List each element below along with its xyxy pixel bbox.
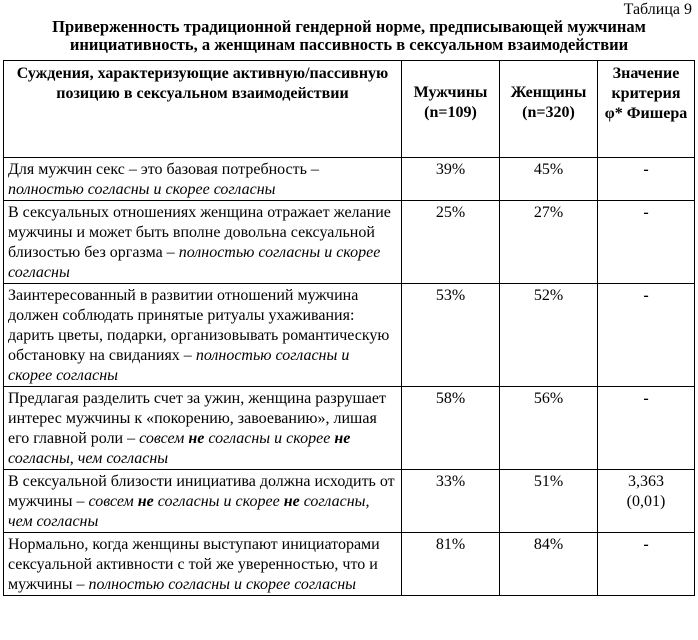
statement-note: полностью согласны и скорее согласны bbox=[8, 347, 350, 384]
note-part: согласны, чем согласны bbox=[8, 450, 169, 467]
note-emphasis: не bbox=[334, 430, 351, 447]
table-title bbox=[0, 18, 698, 54]
women-value: 84% bbox=[500, 533, 598, 596]
table-row bbox=[4, 387, 695, 470]
men-value: 53% bbox=[402, 284, 500, 387]
table-row bbox=[4, 158, 695, 201]
criterion-value: - bbox=[598, 158, 695, 201]
table-row bbox=[4, 533, 695, 596]
statement-cell bbox=[4, 533, 402, 596]
header-criterion: Значение критерия φ* Фишера bbox=[598, 61, 695, 158]
men-value: 39% bbox=[402, 158, 500, 201]
statement-note: полностью согласны и скорее согласны bbox=[88, 576, 356, 593]
header-row bbox=[4, 61, 695, 158]
note-emphasis: не bbox=[188, 430, 205, 447]
criterion-value: - bbox=[598, 533, 695, 596]
statement-text: Заинтересованный в развитии отношений мужчина должен соблюдать принятые ритуалы ухаживания: дарить цветы, подарки, организовывать романтическую обстановку на свиданиях – bbox=[8, 287, 390, 364]
criterion-number: 3,363 bbox=[628, 473, 664, 490]
statement-cell bbox=[4, 201, 402, 284]
men-value: 25% bbox=[402, 201, 500, 284]
statement-note: полностью согласны и скорее согласны bbox=[8, 244, 381, 281]
statement-cell bbox=[4, 284, 402, 387]
statement-note: полностью согласны и скорее согласны bbox=[8, 181, 276, 198]
note-part: согласны, чем согласны bbox=[8, 493, 370, 530]
statement-cell bbox=[4, 470, 402, 533]
header-men: Мужчины (n=109) bbox=[402, 61, 500, 158]
table-row bbox=[4, 284, 695, 387]
statement-cell bbox=[4, 158, 402, 201]
note-emphasis: не bbox=[137, 493, 154, 510]
statement-text: Предлагая разделить счет за ужин, женщина разрушает интерес мужчины к «покорению, завоеванию», лишая его главной роли – bbox=[8, 390, 386, 447]
note-part: согласны и скорее bbox=[153, 493, 284, 510]
note-part: согласны и скорее bbox=[204, 430, 335, 447]
criterion-value: - bbox=[598, 201, 695, 284]
header-statement: Суждения, характеризующие активную/пассивную позицию в сексуальном взаимодействии bbox=[4, 61, 402, 158]
data-table bbox=[3, 60, 695, 596]
statement-text: Нормально, когда женщины выступают инициаторами сексуальной активности с той же уверенностью, что и мужчины – bbox=[8, 536, 380, 593]
table-number-label: Таблица 9 bbox=[623, 1, 692, 18]
statement-text: В сексуальной близости инициатива должна исходить от мужчины – bbox=[8, 473, 395, 510]
header-women: Женщины (n=320) bbox=[500, 61, 598, 158]
note-emphasis: не bbox=[283, 493, 300, 510]
men-value: 58% bbox=[402, 387, 500, 470]
note-part: совсем bbox=[88, 493, 138, 510]
table-row bbox=[4, 470, 695, 533]
women-value: 27% bbox=[500, 201, 598, 284]
women-value: 56% bbox=[500, 387, 598, 470]
men-value: 81% bbox=[402, 533, 500, 596]
statement-text: В сексуальных отношениях женщина отражает желание мужчины и может быть вполне довольна сексуальной близостью без оргазма – bbox=[8, 204, 391, 261]
women-value: 51% bbox=[500, 470, 598, 533]
criterion-value: - bbox=[598, 387, 695, 470]
table-title-line-2: инициативность, а женщинам пассивность в сексуальном взаимодействии bbox=[69, 35, 629, 54]
table-row bbox=[4, 201, 695, 284]
criterion-value: - bbox=[598, 284, 695, 387]
criterion-value bbox=[598, 470, 695, 533]
criterion-significance: (0,01) bbox=[626, 493, 666, 510]
note-part: совсем bbox=[139, 430, 189, 447]
statement-text: Для мужчин секс – это базовая потребность – bbox=[8, 161, 319, 178]
table-title-line-1: Приверженность традиционной гендерной норме, предписывающей мужчинам bbox=[52, 17, 646, 36]
men-value: 33% bbox=[402, 470, 500, 533]
women-value: 45% bbox=[500, 158, 598, 201]
women-value: 52% bbox=[500, 284, 598, 387]
statement-cell bbox=[4, 387, 402, 470]
